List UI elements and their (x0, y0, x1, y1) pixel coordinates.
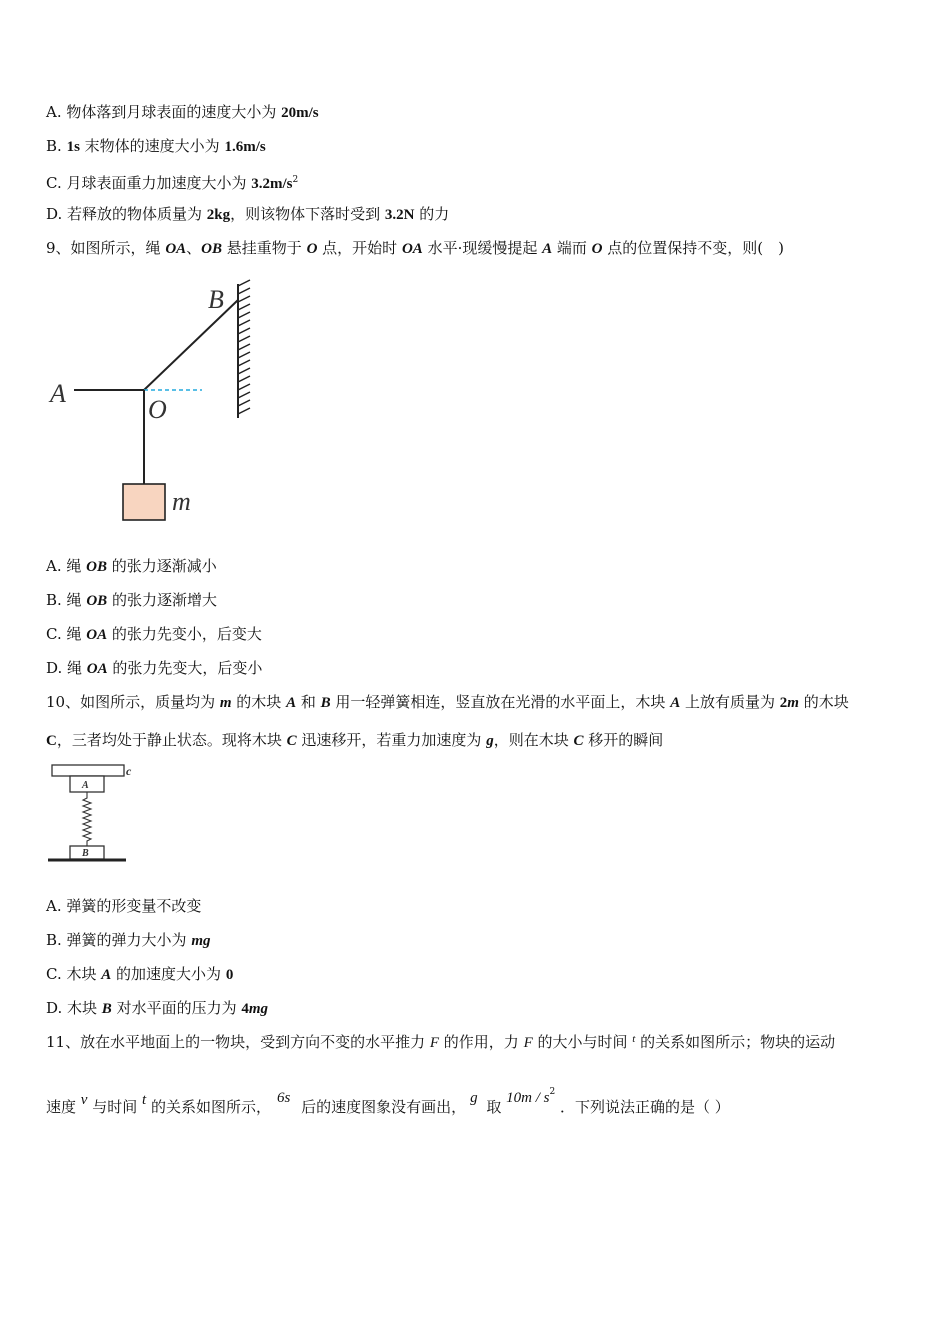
label-b: B (82, 848, 89, 859)
q9-option-b (46, 590, 217, 611)
text-segment: 移开的瞬间 (583, 731, 664, 749)
text-segment: B. 弹簧的弹力大小为 (46, 931, 192, 949)
option-value: 3.2N (384, 207, 415, 223)
text-segment: D. 绳 (46, 659, 87, 677)
block-c (52, 765, 124, 776)
label-b: B (208, 285, 224, 314)
math-variable: OA (86, 627, 108, 643)
text-segment: 点，开始时 (317, 239, 402, 257)
rope-ob (144, 300, 238, 390)
text-segment: C. 木块 (46, 965, 102, 983)
math-variable: F (523, 1035, 533, 1051)
text-segment: ，三者均处于静止状态。现将木块 (56, 731, 287, 749)
math-variable: OB (86, 559, 107, 575)
label-a: A (50, 379, 66, 408)
q9-option-d (46, 658, 262, 679)
text-segment: A. 绳 (46, 557, 87, 575)
text-segment: 的加速度大小为 (111, 965, 226, 983)
math-variable: OA (165, 241, 187, 257)
q10-stem-line2 (46, 730, 663, 751)
q10-spring-diagram (46, 762, 146, 868)
text-segment: 的木块 (798, 693, 849, 711)
label-c: c (126, 764, 132, 778)
numeric-value: C (46, 733, 57, 749)
math-variable: mg (191, 933, 211, 949)
option-text: C. 月球表面重力加速度大小为 (46, 174, 252, 192)
math-variable: OA (401, 241, 423, 257)
q9-option-a (46, 556, 217, 577)
text-segment: 9、如图所示，绳 (46, 239, 166, 257)
math-variable: O (591, 241, 603, 257)
option-text: 末物体的速度大小为 (79, 137, 225, 155)
math-variable: A (542, 241, 553, 257)
text-segment: 的张力逐渐减小 (106, 557, 217, 575)
text-segment: 对水平面的压力为 (111, 999, 242, 1017)
q11-stem-line2 (46, 1087, 730, 1118)
math-variable: C (573, 733, 584, 749)
text-segment: 点的位置保持不变，则( ) (602, 239, 784, 257)
text-segment: 用一轻弹簧相连，竖直放在光滑的水平面上，木块 (330, 693, 671, 711)
text-segment: 端而 (552, 239, 592, 257)
label-m: m (172, 487, 191, 516)
text-segment: 的关系如图所示；物块的运动 (635, 1033, 836, 1051)
text-segment: 的作用，力 (439, 1033, 524, 1051)
math-variable: m (219, 695, 232, 711)
math-variable: C (286, 733, 297, 749)
q10-option-a (46, 896, 201, 916)
text-segment: C. 绳 (46, 625, 87, 643)
math-variable: F (429, 1035, 440, 1051)
text-segment: D. 木块 (46, 999, 102, 1017)
option-text: A. 物体落到月球表面的速度大小为 (46, 103, 282, 121)
mass-block (123, 484, 165, 520)
numeric-value: 2 (779, 695, 788, 711)
math-variable: OB (86, 593, 108, 609)
label-a: A (82, 780, 89, 791)
option-text: ，则该物体下落时受到 (230, 205, 385, 223)
math-variable: OB (201, 241, 223, 257)
math-variable: g (470, 1090, 478, 1106)
math-variable: O (306, 241, 318, 257)
q8-option-c (46, 170, 298, 194)
wall-hatching (238, 280, 250, 414)
math-variable: v (80, 1092, 88, 1108)
math-variable: t (632, 1033, 636, 1045)
q8-option-d (46, 204, 449, 225)
q11-stem-line1 (46, 1032, 835, 1054)
label-o: O (148, 395, 167, 424)
text-segment: 水平·现缓慢提起 (422, 239, 543, 257)
option-value: 1.6m/s (224, 139, 266, 155)
text-segment: 10、如图所示，质量均为 (46, 693, 220, 711)
q9-stem (46, 238, 784, 259)
text-segment: 取 (481, 1098, 507, 1116)
math-variable: mg (248, 1001, 269, 1017)
option-value: 2kg (206, 207, 231, 223)
text-segment: 上放有质量为 (680, 693, 780, 711)
q9-rope-diagram (40, 272, 270, 532)
text-segment: 11、放在水平地面上的一物块，受到方向不变的水平推力 (46, 1033, 430, 1051)
text-segment: 悬挂重物于 (222, 239, 307, 257)
text-segment: 的木块 (231, 693, 287, 711)
q10-option-c (46, 964, 233, 985)
math-variable: g (486, 733, 494, 749)
option-value: 3.2m/s (251, 176, 293, 192)
math-variable: B (101, 1001, 112, 1017)
option-text: D. 若释放的物体质量为 (46, 205, 207, 223)
spring (83, 792, 91, 846)
text-segment: 和 (296, 693, 321, 711)
math-variable: A (670, 695, 681, 711)
text-segment: 的大小与时间 (532, 1033, 633, 1051)
text-segment: A. 弹簧的形变量不改变 (46, 897, 202, 915)
math-variable: B (320, 695, 331, 711)
text-segment: 的张力先变小，后变大 (107, 625, 262, 643)
q10-option-b (46, 930, 211, 951)
numeric-value: 4 (241, 1001, 249, 1017)
text-segment: 的关系如图所示， (146, 1098, 271, 1116)
math-variable: A (286, 695, 297, 711)
option-value: 1s (66, 139, 80, 155)
text-segment: 速度 (46, 1098, 81, 1116)
text-segment: 、 (186, 239, 202, 257)
option-text: B. (46, 137, 67, 155)
q10-stem-line1 (46, 692, 849, 713)
text-segment: 的张力逐渐增大 (107, 591, 217, 609)
text-segment: 的张力先变大，后变小 (107, 659, 263, 677)
option-value: 20m/s (281, 105, 319, 121)
text-segment: 后的速度图象没有画出， (296, 1098, 467, 1116)
q9-option-c (46, 624, 262, 645)
q8-option-b (46, 136, 266, 157)
math-variable: 10m / s (506, 1090, 550, 1106)
q8-option-a (46, 102, 319, 123)
math-variable: m (787, 695, 799, 711)
option-text: 的力 (414, 205, 450, 223)
superscript: 2 (292, 175, 299, 185)
math-variable: 6s (276, 1090, 291, 1106)
text-segment: B. 绳 (46, 591, 87, 609)
text-segment: ，则在木块 (493, 731, 574, 749)
text-segment: ．下列说法正确的是（ ） (555, 1098, 730, 1116)
math-variable: t (142, 1092, 147, 1108)
q10-option-d (46, 998, 268, 1019)
text-segment: 迅速移开，若重力加速度为 (296, 731, 487, 749)
math-variable: OA (86, 661, 108, 677)
text-segment: 与时间 (87, 1098, 142, 1116)
numeric-value: 0 (225, 967, 234, 983)
math-variable: A (101, 967, 112, 983)
superscript: 2 (549, 1087, 556, 1097)
